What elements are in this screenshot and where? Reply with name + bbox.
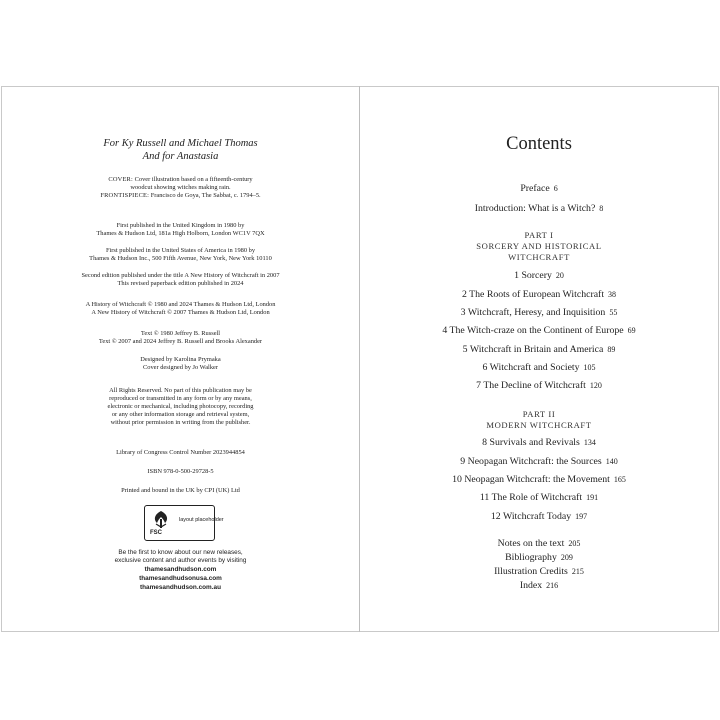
toc-entry-preface: [360, 183, 718, 194]
chapter-page: 140: [605, 457, 618, 466]
part-2-title: MODERN WITCHCRAFT: [486, 420, 592, 430]
toc-entry-page: 6: [553, 184, 558, 193]
dedication-line: For Ky Russell and Michael Thomas: [103, 138, 258, 149]
chapter-title: Survivals and Revivals: [489, 437, 580, 448]
toc-chapter-6: [360, 362, 718, 373]
rights-line: without prior permission in writing from the publisher.: [110, 419, 251, 426]
cover-credit-line: woodcut showing witches making rain.: [130, 184, 231, 191]
text-copyright-line: Text © 2007 and 2024 Jeffrey B. Russell and Brooks Alexander: [98, 338, 263, 345]
toc-chapter-3: [360, 307, 718, 318]
designer-line: Designed by Karolina Prymaka: [140, 356, 221, 363]
website-link: thamesandhudsonusa.com: [139, 575, 222, 582]
publishing-line: Second edition published under the title A New History of Witchcraft in 2007: [81, 272, 280, 279]
chapter-title: The Role of Witchcraft: [491, 492, 583, 503]
chapter-page: 134: [583, 438, 596, 447]
chapter-number: 1: [514, 270, 519, 281]
toc-entry-page: 205: [568, 539, 581, 548]
chapter-title: Witchcraft and Society: [489, 362, 580, 373]
copyright-line: A History of Witchcraft © 1980 and 2024 Thames & Hudson Ltd, London: [85, 301, 276, 308]
chapter-number: 8: [482, 437, 488, 448]
rights-line: reproduced or transmitted in any form or by any means,: [109, 395, 252, 402]
chapter-number: 10: [452, 474, 462, 485]
part-2-label: PART II: [522, 409, 556, 419]
toc-entry-page: 209: [560, 553, 573, 562]
part-1-title: WITCHCRAFT: [508, 252, 570, 262]
toc-chapter-4: [360, 325, 718, 336]
toc-entry-index: [360, 580, 718, 591]
contents-page: [360, 86, 719, 632]
publishing-line: First published in the United Kingdom in 1980 by: [116, 222, 245, 229]
toc-entry-label: Index: [519, 580, 543, 591]
publishing-line: Thames & Hudson Ltd, 181a High Holborn, London WC1V 7QX: [96, 230, 265, 237]
toc-chapter-10: [360, 474, 718, 485]
chapter-title: The Witch-craze on the Continent of Europe: [449, 325, 624, 336]
publishing-line: First published in the United States of America in 1980 by: [105, 247, 256, 254]
copyright-line: A New History of Witchcraft © 2007 Thames & Hudson Ltd, London: [91, 309, 270, 316]
chapter-page: 38: [608, 290, 617, 299]
chapter-page: 105: [583, 363, 596, 372]
printer-line: Printed and bound in the UK by CPI (UK) Ltd: [121, 487, 240, 494]
toc-chapter-2: [360, 289, 718, 300]
fsc-logo: [144, 505, 224, 541]
chapter-number: 7: [476, 380, 482, 391]
toc-entry-page: 8: [599, 204, 604, 213]
chapter-number: 11: [479, 492, 490, 503]
copyright-page: [1, 86, 359, 632]
chapter-page: 197: [575, 512, 588, 521]
part-1-label: PART I: [524, 230, 554, 240]
chapter-title: Neopagan Witchcraft: the Sources: [467, 456, 602, 467]
promo-line: Be the first to know about our new releases,: [118, 549, 243, 556]
chapter-page: 89: [607, 345, 616, 354]
contents-title: Contents: [506, 134, 572, 154]
toc-chapter-1: [360, 270, 718, 281]
chapter-number: 2: [461, 289, 467, 300]
chapter-title: Neopagan Witchcraft: the Movement: [464, 474, 610, 485]
chapter-page: 55: [609, 308, 618, 317]
chapter-page: 191: [586, 493, 599, 502]
loc-number: Library of Congress Control Number 2023944854: [116, 449, 245, 456]
chapter-number: 5: [462, 344, 468, 355]
publishing-line: This revised paperback edition published in 2024: [117, 280, 244, 287]
toc-entry-label: Introduction: What is a Witch?: [474, 203, 596, 214]
toc-entry-page: 215: [571, 567, 584, 576]
chapter-title: Sorcery: [521, 270, 552, 281]
toc-entry-illustration-credits: [360, 566, 718, 577]
chapter-number: 9: [460, 456, 466, 467]
promo-line: exclusive content and author events by visiting: [114, 557, 247, 564]
toc-entry-label: Preface: [520, 183, 550, 194]
toc-entry-label: Notes on the text: [497, 538, 565, 549]
toc-entry-bibliography: [360, 552, 718, 563]
frontispiece-credit: [2, 192, 359, 200]
chapter-page: 69: [627, 326, 636, 335]
chapter-title: Witchcraft, Heresy, and Inquisition: [467, 307, 606, 318]
toc-chapter-11: [360, 492, 718, 503]
rights-line: All Rights Reserved. No part of this publication may be: [109, 387, 252, 394]
toc-entry-label: Illustration Credits: [494, 566, 568, 577]
chapter-title: Witchcraft in Britain and America: [469, 344, 604, 355]
chapter-page: 120: [589, 381, 602, 390]
fsc-placeholder-label: layout placeholder: [179, 517, 224, 523]
chapter-number: 3: [460, 307, 466, 318]
designer-line: Cover designed by Jo Walker: [143, 364, 218, 371]
toc-chapter-5: [360, 344, 718, 355]
publishing-line: Thames & Hudson Inc., 500 Fifth Avenue, New York, New York 10110: [89, 255, 272, 262]
dedication-line: And for Anastasia: [142, 151, 219, 162]
chapter-number: 4: [442, 325, 448, 336]
text-copyright-line: Text © 1980 Jeffrey B. Russell: [140, 330, 221, 337]
chapter-number: 12: [490, 511, 501, 522]
cover-label: COVER:: [108, 176, 133, 183]
chapter-page: 165: [613, 475, 626, 484]
toc-chapter-7: [360, 380, 718, 391]
chapter-page: 20: [555, 271, 564, 280]
chapter-title: Witchcraft Today: [502, 511, 572, 522]
chapter-title: The Roots of European Witchcraft: [469, 289, 605, 300]
isbn: ISBN 978-0-500-29728-5: [147, 468, 214, 475]
chapter-title: The Decline of Witchcraft: [483, 380, 586, 391]
toc-entry-notes: [360, 538, 718, 549]
frontispiece-text: Francisco de Goya, The Sabbat, c. 1794–5.: [150, 192, 261, 199]
toc-chapter-8: [360, 437, 718, 448]
toc-chapter-12: [360, 511, 718, 522]
toc-chapter-9: [360, 456, 718, 467]
chapter-number: 6: [482, 362, 488, 373]
toc-entry-label: Bibliography: [505, 552, 557, 563]
rights-line: electronic or mechanical, including photocopy, recording: [107, 403, 254, 410]
fsc-wordmark: FSC: [150, 530, 162, 536]
rights-line: or any other information storage and retrieval system,: [111, 411, 250, 418]
part-1-title: SORCERY AND HISTORICAL: [476, 241, 602, 251]
toc-entry-introduction: [360, 203, 718, 214]
toc-entry-page: 216: [546, 581, 559, 590]
website-link: thamesandhudson.com.au: [140, 584, 221, 591]
frontispiece-label: FRONTISPIECE:: [100, 192, 150, 199]
cover-text: Cover illustration based on a fifteenth-century: [134, 176, 253, 183]
website-link: thamesandhudson.com: [144, 566, 217, 573]
